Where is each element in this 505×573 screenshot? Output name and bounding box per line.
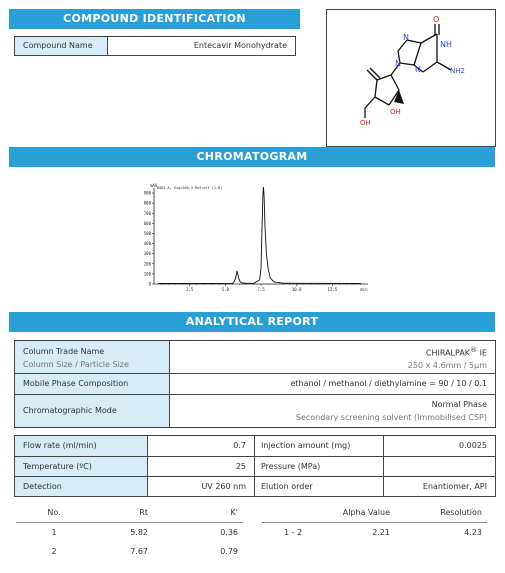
y-tick-label: 100: [143, 271, 151, 277]
compound-name-label: Compound Name: [15, 37, 107, 55]
x-tick-label: 2.5: [186, 287, 194, 292]
elution-order-label: Elution order: [254, 477, 383, 496]
y-tick-label: 600: [143, 220, 151, 226]
column-trade-name: CHIRALPAK® IE: [425, 346, 487, 358]
conditions-table: [14, 435, 496, 497]
elution-order-value: Enantiomer, API: [383, 477, 495, 496]
x-tick-label: 10.0: [291, 287, 302, 292]
atom-n-sugar: N: [395, 59, 401, 68]
column-size-label: Column Size / Particle Size: [23, 360, 129, 369]
y-tick-label: 300: [143, 251, 151, 257]
atom-oh-right: OH: [390, 108, 401, 116]
atom-o: O: [433, 15, 440, 24]
y-tick-label: 900: [143, 190, 151, 196]
x-tick-label: 5.0: [221, 287, 229, 292]
pressure-label: Pressure (MPa): [254, 457, 383, 476]
column-trade-name-label: Column Trade Name: [23, 347, 105, 356]
row2-no: 2: [51, 547, 57, 556]
mobile-phase-value: ethanol / methanol / diethylamine = 90 / 10 / 0.1: [169, 374, 495, 394]
atom-n-ring: N: [403, 33, 409, 42]
column-label-cell: [15, 341, 169, 373]
column-size: 250 x 4.6mm / 5µm: [407, 360, 487, 370]
injection-label: Injection amount (mg): [254, 436, 383, 456]
y-tick-label: 0: [148, 281, 151, 287]
col-header-resolution: Resolution: [440, 508, 482, 517]
compound-structure: [327, 10, 495, 146]
atom-n-bridge: N: [415, 65, 421, 74]
y-tick-label: 800: [143, 200, 151, 206]
flow-rate-value: 0.7: [147, 436, 254, 456]
y-tick-label: 500: [143, 230, 151, 236]
atom-nh: NH: [440, 40, 452, 49]
mode-value: Normal Phase: [431, 400, 487, 409]
wedge-bond: [394, 90, 404, 104]
detection-value: UV 260 nm: [147, 477, 254, 496]
row2-k: 0.79: [220, 547, 238, 556]
col-header-no: No.: [47, 508, 61, 517]
row1-k: 0.36: [220, 528, 238, 537]
temperature-value: 25: [147, 457, 254, 476]
detection-label: Detection: [15, 477, 147, 496]
y-tick-label: 400: [143, 241, 151, 247]
chromatogram-header: CHROMATOGRAM: [9, 147, 495, 167]
col-header-k: K': [230, 508, 238, 517]
mode-label: Chromatographic Mode: [15, 395, 169, 427]
mode-note: Secondary screening solvent (Immobilised CSP): [295, 413, 487, 422]
y-axis-label: mAU: [150, 183, 158, 188]
compound-name-value: Entecavir Monohydrate: [107, 37, 295, 55]
y-tick-label: 200: [143, 261, 151, 267]
x-axis-label: min: [360, 287, 368, 292]
legend-label: DAD1 A, Sig=260,4 Ref=off (1.D): [157, 186, 223, 190]
chromatogram-chart: [136, 183, 376, 298]
pair1-label: 1 - 2: [284, 528, 303, 537]
pair1-alpha: 2.21: [372, 528, 390, 537]
col-header-rt: Rt: [139, 508, 148, 517]
atom-nh2: NH2: [450, 67, 465, 75]
mobile-phase-label: Mobile Phase Composition: [15, 374, 169, 394]
col-header-alpha: Alpha Value: [342, 508, 390, 517]
pressure-value: [383, 457, 495, 476]
y-tick-label: 700: [143, 210, 151, 216]
column-value-cell: [169, 341, 495, 373]
chromatogram-trace-0: [158, 187, 361, 283]
row1-no: 1: [51, 528, 57, 537]
column-info-table: [14, 340, 496, 428]
flow-rate-label: Flow rate (ml/min): [15, 436, 147, 456]
temperature-label: Temperature (ºC): [15, 457, 147, 476]
compound-name-table: [14, 36, 296, 56]
mode-value-cell: [169, 395, 495, 427]
injection-value: 0.0025: [383, 436, 495, 456]
compound-identification-header: COMPOUND IDENTIFICATION: [9, 9, 300, 29]
row2-rt: 7.67: [130, 547, 148, 556]
x-tick-label: 12.5: [327, 287, 338, 292]
analytical-report-header: ANALYTICAL REPORT: [9, 312, 495, 332]
x-tick-label: 7.5: [257, 287, 265, 292]
structure-box: [326, 9, 496, 147]
atom-oh-left: OH: [360, 119, 371, 127]
row1-rt: 5.82: [130, 528, 148, 537]
pair1-resolution: 4.23: [464, 528, 482, 537]
